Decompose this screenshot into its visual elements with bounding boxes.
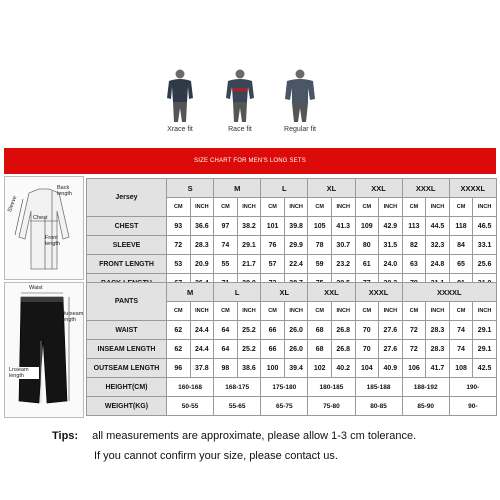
measurement-cell: 72 <box>402 321 426 340</box>
measurement-cell: 64 <box>214 340 238 359</box>
measurement-cell: 68 <box>308 340 332 359</box>
measurement-cell: 24.8 <box>426 255 450 274</box>
jersey-back-length-label: Back length <box>57 185 72 197</box>
measurement-cell: 21.7 <box>237 255 261 274</box>
measurement-cell: 33.1 <box>473 236 497 255</box>
weight-range-cell: 90- <box>449 397 496 416</box>
weight-row <box>87 397 497 416</box>
fit-label-regular: Regular fit <box>284 126 316 133</box>
table-row <box>87 359 497 378</box>
unit-inch: INCH <box>331 198 355 217</box>
height-range-cell: 188-192 <box>402 378 449 397</box>
pants-icon <box>5 283 83 417</box>
unit-inch: INCH <box>426 302 450 321</box>
jersey-front-length-label: Front length <box>45 235 60 247</box>
measurement-cell: 24.4 <box>190 321 214 340</box>
unit-cm: CM <box>355 302 379 321</box>
pants-size-header: XXXXL <box>402 283 496 302</box>
unit-cm: CM <box>214 302 238 321</box>
measurement-cell: 74 <box>449 340 473 359</box>
height-range-cell: 185-188 <box>355 378 402 397</box>
measurement-cell: 66 <box>261 340 285 359</box>
height-range-cell: 160-168 <box>167 378 214 397</box>
unit-cm: CM <box>308 302 332 321</box>
measurement-cell: 26.0 <box>284 340 308 359</box>
pants-header-label: PANTS <box>87 283 167 321</box>
measurement-cell: 39.4 <box>284 359 308 378</box>
measurement-cell: 41.3 <box>331 217 355 236</box>
measurement-cell: 29.9 <box>284 236 308 255</box>
unit-cm: CM <box>449 198 473 217</box>
unit-inch: INCH <box>284 302 308 321</box>
measurement-cell: 31.5 <box>379 236 403 255</box>
pants-size-header: XL <box>261 283 308 302</box>
measurement-cell: 57 <box>261 255 285 274</box>
unit-cm: CM <box>449 302 473 321</box>
measurement-cell: 38.2 <box>237 217 261 236</box>
pants-inseam-label: Lnseam length <box>9 367 39 379</box>
measurement-cell: 29.1 <box>473 340 497 359</box>
measurement-cell: 59 <box>308 255 332 274</box>
measurement-cell: 46.5 <box>473 217 497 236</box>
row-label: FRONT LENGTH <box>87 255 167 274</box>
tips-line-1: all measurements are approximate, please allow 1-3 cm tolerance. <box>92 430 417 442</box>
size-chart-title: SIZE CHART FOR MEN'S LONG SETS <box>4 148 496 174</box>
measurement-cell: 78 <box>308 236 332 255</box>
measurement-cell: 28.3 <box>190 236 214 255</box>
jersey-size-header: XXXL <box>402 179 449 198</box>
table-row <box>87 321 497 340</box>
weight-range-cell: 75-80 <box>308 397 355 416</box>
measurement-cell: 109 <box>355 217 379 236</box>
measurement-cell: 68 <box>308 321 332 340</box>
measurement-cell: 27.6 <box>379 321 403 340</box>
unit-inch: INCH <box>190 302 214 321</box>
unit-inch: INCH <box>379 198 403 217</box>
jersey-header-label: Jersey <box>87 179 167 217</box>
unit-cm: CM <box>402 198 426 217</box>
measurement-cell: 25.2 <box>237 321 261 340</box>
jersey-size-header: XL <box>308 179 355 198</box>
height-range-cell: 190- <box>449 378 496 397</box>
pants-size-header: XXXL <box>355 283 402 302</box>
measurement-cell: 113 <box>402 217 426 236</box>
row-label: INSEAM LENGTH <box>87 340 167 359</box>
measurement-cell: 44.5 <box>426 217 450 236</box>
measurement-cell: 25.2 <box>237 340 261 359</box>
table-row <box>87 217 497 236</box>
height-range-cell: 180-185 <box>308 378 355 397</box>
measurement-cell: 74 <box>449 321 473 340</box>
measurement-cell: 93 <box>167 217 191 236</box>
measurement-cell: 102 <box>308 359 332 378</box>
measurement-cell: 105 <box>308 217 332 236</box>
measurement-cell: 74 <box>214 236 238 255</box>
jersey-size-header: XXL <box>355 179 402 198</box>
measurement-cell: 61 <box>355 255 379 274</box>
measurement-cell: 26.8 <box>331 321 355 340</box>
measurement-cell: 53 <box>167 255 191 274</box>
race-fit-figure-icon <box>223 68 257 124</box>
unit-inch: INCH <box>331 302 355 321</box>
height-range-cell: 168-175 <box>214 378 261 397</box>
measurement-cell: 96 <box>167 359 191 378</box>
pants-size-table <box>86 282 497 416</box>
measurement-cell: 37.8 <box>190 359 214 378</box>
jersey-size-header: XXXXL <box>449 179 496 198</box>
measurement-cell: 62 <box>167 340 191 359</box>
jersey-size-header: M <box>214 179 261 198</box>
jersey-diagram <box>4 176 84 280</box>
jersey-size-header: S <box>167 179 214 198</box>
measurement-cell: 40.9 <box>379 359 403 378</box>
measurement-cell: 24.0 <box>379 255 403 274</box>
fit-label-race: Race fit <box>228 126 252 133</box>
measurement-cell: 39.8 <box>284 217 308 236</box>
jersey-sleeve-label: Sleeve <box>7 195 19 214</box>
pants-size-header: L <box>214 283 261 302</box>
row-label: WAIST <box>87 321 167 340</box>
measurement-cell: 29.1 <box>473 321 497 340</box>
table-row <box>87 340 497 359</box>
pants-size-header: M <box>167 283 214 302</box>
measurement-cell: 104 <box>355 359 379 378</box>
row-label: SLEEVE <box>87 236 167 255</box>
measurement-cell: 30.7 <box>331 236 355 255</box>
measurement-cell: 26.0 <box>284 321 308 340</box>
measurement-cell: 72 <box>402 340 426 359</box>
measurement-cell: 42.5 <box>473 359 497 378</box>
unit-inch: INCH <box>426 198 450 217</box>
tips-label: Tips: <box>52 430 79 442</box>
measurement-cell: 32.3 <box>426 236 450 255</box>
measurement-cell: 55 <box>214 255 238 274</box>
tips-line-2: If you cannot confirm your size, please contact us. <box>94 450 338 462</box>
measurement-cell: 26.8 <box>331 340 355 359</box>
unit-inch: INCH <box>237 198 261 217</box>
jersey-size-table <box>86 178 497 293</box>
measurement-cell: 70 <box>355 340 379 359</box>
row-label: WEIGHT(KG) <box>87 397 167 416</box>
measurement-cell: 84 <box>449 236 473 255</box>
unit-cm: CM <box>355 198 379 217</box>
unit-inch: INCH <box>237 302 261 321</box>
measurement-cell: 106 <box>402 359 426 378</box>
weight-range-cell: 55-65 <box>214 397 261 416</box>
pants-outseam-label: Outseam length <box>61 311 84 323</box>
row-label: OUTSEAM LENGTH <box>87 359 167 378</box>
measurement-cell: 80 <box>355 236 379 255</box>
measurement-cell: 82 <box>402 236 426 255</box>
weight-range-cell: 65-75 <box>261 397 308 416</box>
measurement-cell: 42.9 <box>379 217 403 236</box>
unit-inch: INCH <box>473 198 497 217</box>
measurement-cell: 72 <box>167 236 191 255</box>
measurement-cell: 24.4 <box>190 340 214 359</box>
pants-size-header: XXL <box>308 283 355 302</box>
pants-diagram <box>4 282 84 418</box>
measurement-cell: 65 <box>449 255 473 274</box>
measurement-cell: 22.4 <box>284 255 308 274</box>
measurement-cell: 76 <box>261 236 285 255</box>
measurement-cell: 100 <box>261 359 285 378</box>
row-label: HEIGHT(CM) <box>87 378 167 397</box>
measurement-cell: 41.7 <box>426 359 450 378</box>
measurement-cell: 97 <box>214 217 238 236</box>
fit-label-xrace: Xrace fit <box>167 126 193 133</box>
fit-xrace <box>150 68 210 133</box>
measurement-cell: 28.3 <box>426 321 450 340</box>
fit-regular <box>270 68 330 133</box>
unit-inch: INCH <box>190 198 214 217</box>
measurement-cell: 66 <box>261 321 285 340</box>
measurement-cell: 29.1 <box>237 236 261 255</box>
pants-size-row <box>87 283 497 302</box>
weight-range-cell: 80-85 <box>355 397 402 416</box>
measurement-cell: 101 <box>261 217 285 236</box>
measurement-cell: 23.2 <box>331 255 355 274</box>
fit-race <box>210 68 270 133</box>
measurement-cell: 40.2 <box>331 359 355 378</box>
measurement-cell: 98 <box>214 359 238 378</box>
unit-cm: CM <box>167 198 191 217</box>
unit-inch: INCH <box>473 302 497 321</box>
tips-section <box>52 426 492 466</box>
measurement-cell: 108 <box>449 359 473 378</box>
weight-range-cell: 50-55 <box>167 397 214 416</box>
unit-cm: CM <box>167 302 191 321</box>
jersey-chest-label: Chest <box>33 215 48 221</box>
measurement-cell: 62 <box>167 321 191 340</box>
table-row <box>87 255 497 274</box>
measurement-cell: 27.6 <box>379 340 403 359</box>
unit-cm: CM <box>402 302 426 321</box>
jersey-size-row <box>87 179 497 198</box>
row-label: CHEST <box>87 217 167 236</box>
pants-waist-label: Waist <box>29 285 43 291</box>
height-row <box>87 378 497 397</box>
height-range-cell: 175-180 <box>261 378 308 397</box>
unit-cm: CM <box>308 198 332 217</box>
measurement-cell: 38.6 <box>237 359 261 378</box>
measurement-cell: 64 <box>214 321 238 340</box>
weight-range-cell: 85-90 <box>402 397 449 416</box>
unit-cm: CM <box>261 302 285 321</box>
measurement-cell: 20.9 <box>190 255 214 274</box>
jersey-size-header: L <box>261 179 308 198</box>
measurement-cell: 36.6 <box>190 217 214 236</box>
xrace-fit-figure-icon <box>163 68 197 124</box>
unit-inch: INCH <box>379 302 403 321</box>
measurement-cell: 63 <box>402 255 426 274</box>
measurement-cell: 118 <box>449 217 473 236</box>
regular-fit-figure-icon <box>283 68 317 124</box>
unit-cm: CM <box>261 198 285 217</box>
fit-figures <box>150 68 350 140</box>
measurement-cell: 28.3 <box>426 340 450 359</box>
table-row <box>87 236 497 255</box>
unit-inch: INCH <box>284 198 308 217</box>
measurement-cell: 70 <box>355 321 379 340</box>
measurement-cell: 25.6 <box>473 255 497 274</box>
unit-cm: CM <box>214 198 238 217</box>
